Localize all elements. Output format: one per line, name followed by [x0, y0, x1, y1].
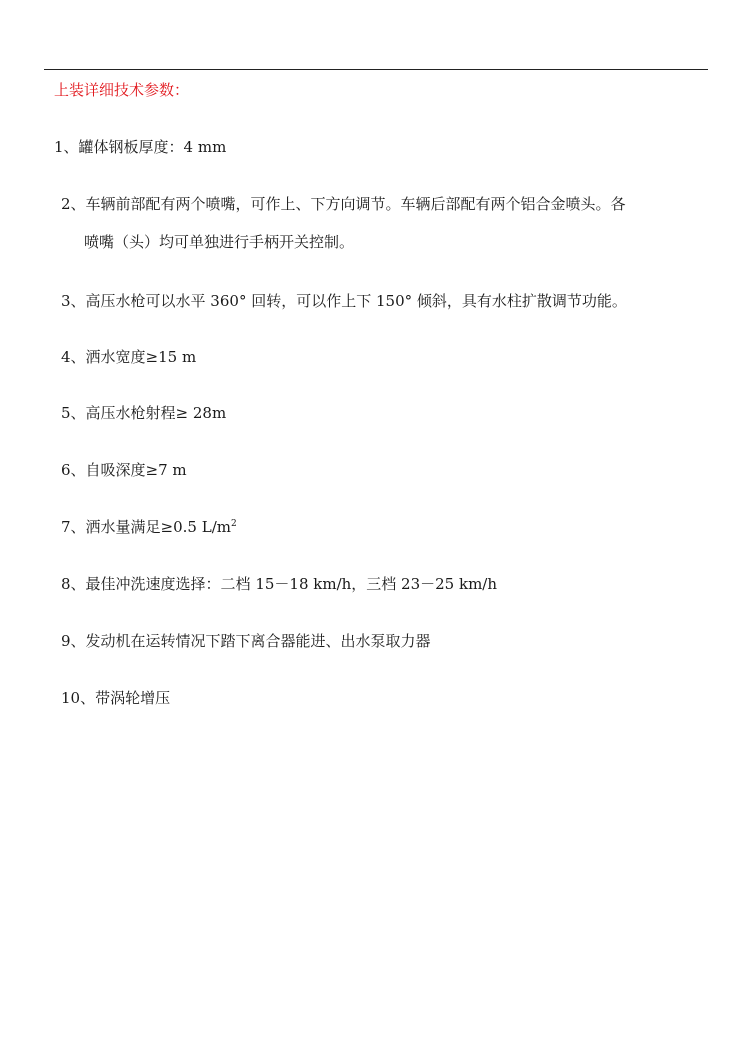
- spec-item-9: [61, 630, 431, 652]
- spec-item-6: [61, 459, 187, 481]
- spec-item-text: 5、高压水枪射程≥ 28m: [61, 404, 227, 422]
- spec-item-2: [61, 193, 626, 253]
- top-divider-line: [44, 69, 708, 70]
- spec-item-text: 4、洒水宽度≥15 m: [61, 348, 197, 366]
- spec-item-3: [61, 290, 627, 312]
- superscript-exponent: 2: [230, 519, 237, 529]
- spec-item-text: 6、自吸深度≥7 m: [61, 461, 187, 479]
- spec-item-4: [61, 346, 196, 368]
- spec-item-5: [61, 402, 226, 424]
- spec-item-continuation: 喷嘴（头）均可单独进行手柄开关控制。: [84, 233, 355, 251]
- spec-item-7: [61, 516, 237, 538]
- spec-item-text: 7、洒水量满足≥0.5 L/m: [61, 518, 231, 536]
- spec-item-text: 1、罐体钢板厚度：4 mm: [54, 138, 227, 156]
- spec-item-text: 3、高压水枪可以水平 360° 回转，可以作上下 150° 倾斜，具有水柱扩散调节功能。: [61, 292, 627, 310]
- spec-item-text: 9、发动机在运转情况下踏下离合器能进、出水泵取力器: [61, 632, 431, 650]
- spec-item-8: [61, 573, 497, 595]
- spec-item-text: 8、最佳冲洗速度选择：二档 15－18 km/h，三档 23－25 km/h: [61, 575, 498, 593]
- section-heading: 上装详细技术参数：: [54, 81, 190, 99]
- spec-item-1: [54, 136, 226, 158]
- spec-item-text: 10、带涡轮增压: [61, 689, 171, 707]
- spec-item-text: 2、车辆前部配有两个喷嘴，可作上、下方向调节。车辆后部配有两个铝合金喷头。各: [61, 195, 626, 213]
- spec-item-10: [61, 687, 170, 709]
